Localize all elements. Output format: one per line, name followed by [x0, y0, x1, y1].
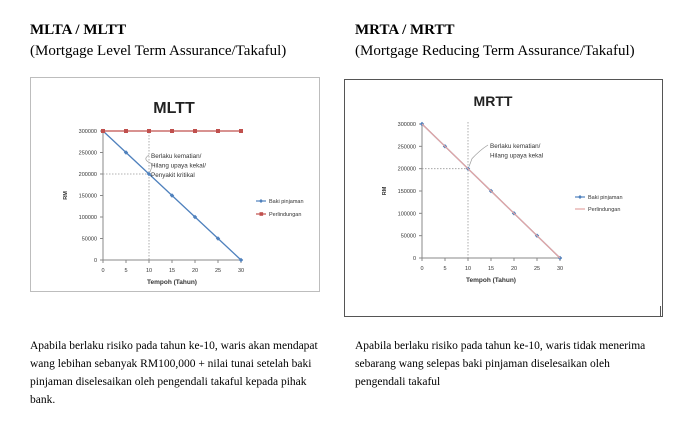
- left-heading: [30, 22, 286, 60]
- legend-label: Perlindungan: [588, 207, 621, 213]
- x-tick-label: 30: [237, 268, 245, 274]
- y-tick-label: 100000: [78, 215, 97, 221]
- legend-swatch-marker: [260, 212, 264, 216]
- annotation-text: Penyakit kritikal: [151, 172, 195, 179]
- annotation-text: Hilang upaya kekal/: [151, 162, 206, 170]
- x-tick-label: 10: [464, 266, 472, 272]
- annotation-text: Berlaku kematian/: [151, 153, 202, 160]
- x-tick-label: 0: [420, 266, 424, 272]
- data-point-perlindungan: [147, 129, 151, 133]
- y-tick-label: 150000: [78, 193, 97, 200]
- y-tick-label: 50000: [81, 236, 97, 243]
- y-tick-label: 50000: [400, 233, 416, 240]
- x-tick-label: 20: [191, 268, 199, 274]
- y-axis-label: RM: [382, 186, 388, 196]
- y-tick-label: 200000: [397, 166, 416, 173]
- x-tick-label: 10: [145, 268, 153, 274]
- y-tick-label: 0: [93, 258, 97, 264]
- left-heading-title: MLTA / MLTT: [30, 22, 127, 38]
- y-tick-label: 300000: [397, 122, 416, 128]
- annotation-text: Hilang upaya kekal: [490, 152, 544, 160]
- y-tick-label: 0: [412, 256, 416, 262]
- y-tick-label: 300000: [78, 129, 97, 135]
- y-axis-label: RM: [63, 191, 69, 200]
- y-tick-label: 250000: [397, 144, 416, 151]
- chart-title: MLTT: [153, 100, 195, 117]
- mltt-chart-frame: [30, 77, 320, 292]
- x-tick-label: 0: [101, 268, 105, 274]
- legend-label: Perlindungan: [269, 212, 302, 218]
- x-tick-label: 15: [487, 266, 495, 272]
- data-point-perlindungan: [216, 129, 220, 133]
- x-tick-label: 20: [510, 266, 518, 272]
- x-tick-label: 25: [533, 266, 541, 272]
- mrtt-chart: [345, 80, 662, 316]
- x-axis-label: Tempoh (Tahun): [466, 277, 516, 284]
- data-point-perlindungan: [193, 129, 197, 133]
- x-tick-label: 30: [556, 266, 564, 272]
- right-heading-subtitle: (Mortgage Reducing Term Assurance/Takaful): [355, 43, 635, 59]
- x-tick-label: 5: [443, 266, 447, 272]
- legend-swatch-marker: [259, 199, 263, 203]
- annotation-text: Berlaku kematian/: [490, 143, 541, 150]
- chart-title: MRTT: [473, 93, 513, 109]
- mltt-chart: [31, 78, 319, 291]
- data-point-perlindungan: [124, 129, 128, 133]
- left-heading-subtitle: (Mortgage Level Term Assurance/Takaful): [30, 43, 287, 59]
- y-tick-label: 250000: [78, 150, 97, 157]
- legend-swatch-marker: [578, 195, 582, 199]
- mrtt-explanation: Apabila berlaku risiko pada tahun ke-10, waris tidak menerima sebarang wang selepas baki pinjaman diselesaikan oleh pengendali takaful: [355, 340, 646, 388]
- frame-edge-line: [660, 306, 661, 316]
- y-tick-label: 200000: [78, 172, 97, 178]
- data-point-perlindungan: [239, 129, 243, 133]
- right-heading-title: MRTA / MRTT: [355, 22, 455, 38]
- mltt-explanation: Apabila berlaku risiko pada tahun ke-10, waris akan mendapat wang lebihan sebanyak RM100,000 + nilai tunai setelah baki pinjaman diselesaikan oleh pengendali takaful kepada pihak bank.: [30, 340, 318, 406]
- x-tick-label: 15: [168, 268, 176, 274]
- mrtt-chart-frame: [344, 79, 663, 317]
- y-tick-label: 100000: [397, 211, 416, 218]
- legend-label: Baki pinjaman: [588, 195, 623, 201]
- right-heading: [355, 22, 635, 60]
- y-tick-label: 150000: [397, 189, 416, 195]
- x-axis-label: Tempoh (Tahun): [147, 279, 197, 286]
- data-point-perlindungan: [170, 129, 174, 133]
- data-point-perlindungan: [101, 129, 105, 133]
- x-tick-label: 5: [124, 268, 128, 274]
- x-tick-label: 25: [214, 268, 222, 274]
- annotation-leader-line: [469, 145, 488, 167]
- legend-label: Baki pinjaman: [269, 199, 304, 205]
